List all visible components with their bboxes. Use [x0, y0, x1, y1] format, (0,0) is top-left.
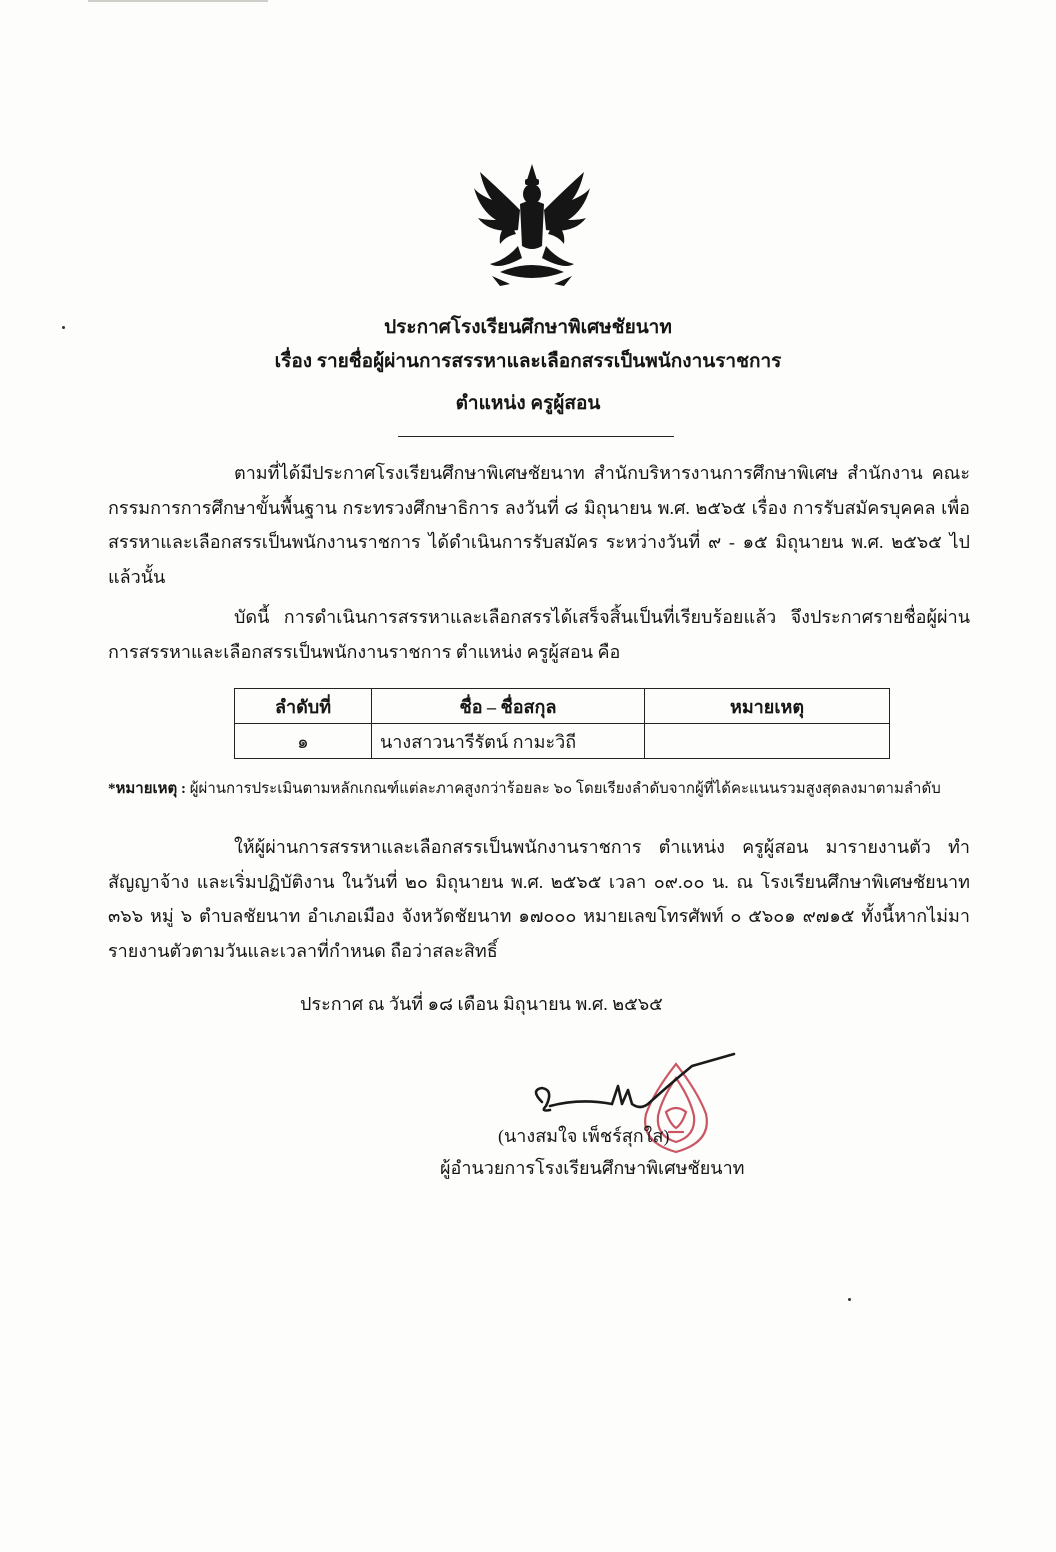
table-row	[235, 724, 890, 759]
announcement-position: ตำแหน่ง ครูผู้สอน	[455, 393, 601, 414]
announcement-subject: เรื่อง รายชื่อผู้ผ่านการสรรหาและเลือกสรรเป็นพนักงานราชการ	[274, 351, 782, 372]
header-order: ลำดับที่	[235, 689, 372, 724]
paragraph-result: บัดนี้ การดำเนินการสรรหาและเลือกสรรได้เสร็จสิ้นเป็นที่เรียบร้อยแล้ว จึงประกาศรายชื่อผู้ผ่าน การสรรหาและเลือกสรรเป็นพนักงานราชการ ตำแหน่ง ครูผู้สอน คือ	[108, 607, 970, 662]
footnote-text: ผู้ผ่านการประเมินตามหลักเกณฑ์แต่ละภาคสูงกว่าร้อยละ ๖๐ โดยเรียงลำดับจากผู้ที่ได้คะแนนรวมสูงสุดลงมาตามลำดับ	[189, 781, 941, 797]
table-header-row	[235, 689, 890, 724]
cell-order: ๑	[235, 724, 372, 759]
title-divider	[398, 436, 674, 437]
footnote-label: *หมายเหตุ :	[108, 781, 186, 797]
footnote	[108, 778, 970, 800]
scan-speck	[848, 1298, 851, 1301]
announcement-title: ประกาศโรงเรียนศึกษาพิเศษชัยนาท	[384, 317, 672, 338]
garuda-emblem-icon	[470, 160, 594, 290]
result-table	[234, 688, 890, 759]
signer-name: (นางสมใจ เพ็ชร์สุกใส)	[498, 1126, 670, 1146]
cell-remark	[645, 724, 890, 759]
scan-edge-mark	[88, 0, 268, 2]
announcement-date: ประกาศ ณ วันที่ ๑๘ เดือน มิถุนายน พ.ศ. ๒๕๖๕	[300, 994, 663, 1014]
header-remark: หมายเหตุ	[645, 689, 890, 724]
header-name: ชื่อ – ชื่อสกุล	[372, 689, 645, 724]
paragraph-background: ตามที่ได้มีประกาศโรงเรียนศึกษาพิเศษชัยนาท สำนักบริหารงานการศึกษาพิเศษ สำนักงาน คณะกรรมการการศึกษาขั้นพื้นฐาน กระทรวงศึกษาธิการ ลงวันที่ ๘ มิถุนายน พ.ศ. ๒๕๖๕ เรื่อง การรับสมัครบุคคล เพื่อสรรหาและเลือกสรรเป็นพนักงานราชการ ได้ดำเนินการรับสมัคร ระหว่างวันที่ ๙ - ๑๕ มิถุนายน พ.ศ. ๒๕๖๕ ไปแล้วนั้น	[108, 463, 970, 587]
signer-title: ผู้อำนวยการโรงเรียนศึกษาพิเศษชัยนาท	[440, 1158, 745, 1178]
cell-name: นางสาวนารีรัตน์ กามะวิถี	[372, 724, 645, 759]
paragraph-instructions: ให้ผู้ผ่านการสรรหาและเลือกสรรเป็นพนักงานราชการ ตำแหน่ง ครูผู้สอน มารายงานตัว ทำสัญญาจ้าง และเริ่มปฏิบัติงาน ในวันที่ ๒๐ มิถุนายน พ.ศ. ๒๕๖๕ เวลา ๐๙.๐๐ น. ณ โรงเรียนศึกษาพิเศษชัยนาท ๓๖๖ หมู่ ๖ ตำบลชัยนาท อำเภอเมือง จังหวัดชัยนาท ๑๗๐๐๐ หมายเลขโทรศัพท์ ๐ ๕๖๐๑ ๙๗๑๕ ทั้งนี้หากไม่มารายงานตัวตามวันและเวลาที่กำหนด ถือว่าสละสิทธิ์	[108, 837, 971, 961]
